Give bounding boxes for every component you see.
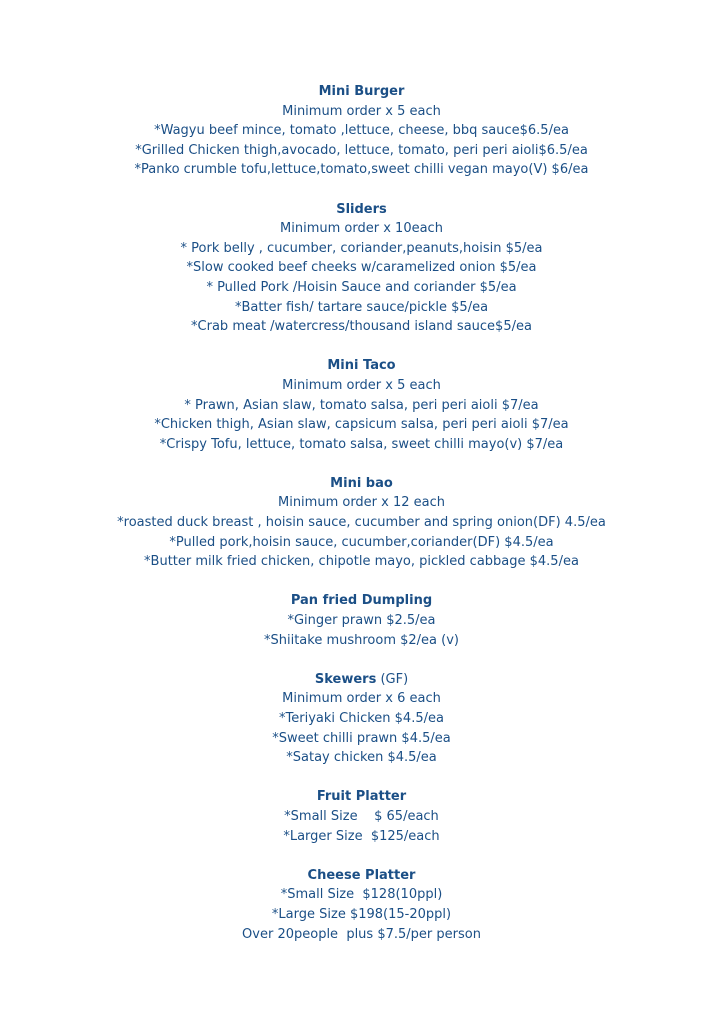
menu-line: *Panko crumble tofu,lettuce,tomato,sweet chilli vegan mayo(V) $6/ea: [134, 162, 589, 178]
section-title-note: (GF): [376, 671, 409, 687]
menu-section-mini-taco: [0, 356, 723, 454]
menu-line: Minimum order x 10each: [280, 221, 443, 237]
menu-line: *Chicken thigh, Asian slaw, capsicum salsa, peri peri aioli $7/ea: [154, 417, 569, 433]
menu-line: Over 20people plus $7.5/per person: [242, 926, 481, 942]
menu-line: *Ginger prawn $2.5/ea: [287, 613, 436, 629]
section-title: Skewers: [314, 671, 377, 687]
section-title: Mini bao: [330, 475, 393, 491]
menu-section-mini-bao: [0, 474, 723, 572]
menu-line: *Butter milk fried chicken, chipotle mayo, pickled cabbage $4.5/ea: [144, 554, 579, 570]
menu-line: *Crab meat /watercress/thousand island sauce$5/ea: [191, 319, 532, 335]
menu-line: * Pork belly , cucumber, coriander,peanuts,hoisin $5/ea: [180, 240, 543, 256]
menu-line: *roasted duck breast , hoisin sauce, cucumber and spring onion(DF) 4.5/ea: [117, 515, 606, 531]
menu-line: * Pulled Pork /Hoisin Sauce and coriander $5/ea: [206, 279, 517, 295]
menu-line: *Pulled pork,hoisin sauce, cucumber,coriander(DF) $4.5/ea: [169, 534, 554, 550]
menu-line: *Batter fish/ tartare sauce/pickle $5/ea: [234, 299, 489, 315]
section-title: Pan fried Dumpling: [290, 593, 433, 609]
section-title: Mini Burger: [318, 84, 405, 99]
menu-line: Minimum order x 12 each: [277, 495, 446, 511]
menu-line: *Small Size $ 65/each: [284, 808, 439, 824]
menu-line: *Larger Size $125/each: [283, 828, 440, 844]
menu-line: *Large Size $198(15-20ppl): [271, 906, 452, 922]
menu-line: *Wagyu beef mince, tomato ,lettuce, cheese, bbq sauce$6.5/ea: [154, 123, 569, 139]
menu-line: *Sweet chilli prawn $4.5/ea: [272, 730, 451, 746]
menu-line: Minimum order x 6 each: [282, 691, 441, 707]
section-title: Sliders: [336, 201, 387, 217]
menu-section-pan-fried-dumpling: [0, 591, 723, 650]
section-title-row: [0, 670, 723, 690]
menu-line: *Shiitake mushroom $2/ea (v): [263, 632, 459, 648]
menu-line: *Small Size $128(10ppl): [280, 887, 443, 903]
menu-section-mini-burger: [0, 82, 723, 180]
menu-line: *Satay chicken $4.5/ea: [286, 750, 437, 766]
menu-section-cheese-platter: [0, 866, 723, 944]
menu-line: *Teriyaki Chicken $4.5/ea: [279, 711, 444, 726]
menu-line: *Crispy Tofu, lettuce, tomato salsa, sweet chilli mayo(v) $7/ea: [159, 436, 564, 452]
section-title: Fruit Platter: [316, 789, 407, 805]
menu-line: *Grilled Chicken thigh,avocado, lettuce, tomato, peri peri aioli$6.5/ea: [135, 142, 588, 158]
menu-line: Minimum order x 5 each: [282, 103, 441, 119]
menu-section-skewers: [0, 670, 723, 768]
menu-line: Minimum order x 5 each: [282, 377, 441, 393]
menu-line: * Prawn, Asian slaw, tomato salsa, peri peri aioli $7/ea: [184, 397, 539, 413]
menu-section-fruit-platter: [0, 787, 723, 846]
section-title: Cheese Platter: [307, 867, 416, 883]
section-title: Mini Taco: [327, 358, 396, 374]
menu-section-sliders: [0, 200, 723, 337]
menu-line: *Slow cooked beef cheeks w/caramelized onion $5/ea: [186, 260, 537, 276]
